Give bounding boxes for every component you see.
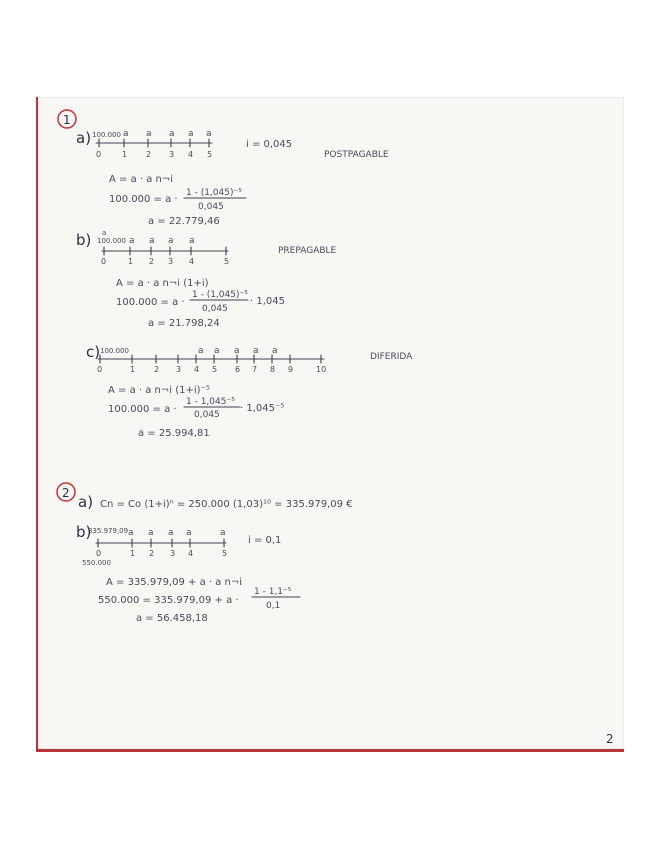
1b-payment-labels	[129, 236, 195, 246]
1b-payment-label: a	[168, 236, 174, 246]
1b-payment-label: a	[149, 236, 155, 246]
1c-payment-label: a	[234, 346, 240, 356]
1c-tick-label: 10	[316, 365, 327, 374]
2b-tick-label: 1	[130, 549, 136, 558]
1b-tick-label: 0	[101, 257, 107, 266]
1b-tick-label: 1	[128, 257, 134, 266]
1a-type-label: POSTPAGABLE	[324, 150, 389, 160]
1a-tick-label: 0	[96, 150, 102, 159]
2b-payment-label: a	[220, 528, 226, 538]
page-number: 2	[606, 732, 614, 746]
1c-payment-labels	[198, 346, 278, 356]
exercise-2-number: 2	[62, 486, 70, 500]
1c-tick-label: 5	[212, 365, 218, 374]
1b-tick-labels	[101, 257, 229, 266]
1a-payment-label: a	[169, 129, 175, 139]
1b-result: a = 21.798,24	[148, 318, 220, 329]
1c-tick-label: 7	[252, 365, 258, 374]
1c-tick-label: 4	[194, 365, 200, 374]
2b-below-zero: 550.000	[82, 559, 111, 567]
part-1c-letter: c)	[86, 343, 101, 361]
2b-fraction-numerator: 1 - 1,1⁻⁵	[254, 587, 292, 597]
1c-fraction-numerator: 1 - 1,045⁻⁵	[186, 397, 235, 407]
1c-payment-label: a	[198, 346, 204, 356]
1b-tick-label: 5	[224, 257, 230, 266]
1c-tick-label: 1	[130, 365, 136, 374]
2b-payment-label: a	[168, 528, 174, 538]
2b-formula: A = 335.979,09 + a · a n¬i	[106, 577, 243, 588]
2b-tick-labels	[96, 549, 227, 558]
exercise-1-number: 1	[63, 113, 71, 127]
1c-payment-label: a	[253, 346, 259, 356]
2b-tick-label: 0	[96, 549, 102, 558]
part-2b-letter: b)	[76, 523, 92, 541]
1b-tick-label: 4	[189, 257, 195, 266]
2b-payment-label: a	[148, 528, 154, 538]
1b-initial-small: a	[102, 229, 107, 237]
1c-formula: A = a · a n¬i (1+i)⁻⁵	[108, 385, 210, 396]
1a-tick-label: 4	[188, 150, 194, 159]
handwritten-notes	[38, 97, 624, 749]
1b-payment-label: a	[189, 236, 195, 246]
1a-tick-label: 1	[122, 150, 128, 159]
1b-payment-label: a	[129, 236, 135, 246]
1a-payment-label: a	[123, 129, 129, 139]
2b-payment-label: a	[128, 528, 134, 538]
1b-fraction-denominator: 0,045	[202, 304, 228, 314]
1c-tick-label: 8	[270, 365, 276, 374]
1b-type-label: PREPAGABLE	[278, 246, 337, 256]
1b-equation-tail: · 1,045	[250, 296, 285, 307]
1a-result: a = 22.779,46	[148, 216, 220, 227]
1a-rate: i = 0,045	[246, 139, 293, 150]
2a-equation: Cn = Co (1+i)ⁿ = 250.000 (1,03)¹⁰ = 335.979,09 €	[100, 499, 353, 510]
1c-fraction-denominator: 0,045	[194, 410, 220, 420]
2b-payment-labels	[128, 528, 226, 538]
1c-equation-lhs: 100.000 = a ·	[108, 404, 177, 415]
2b-fraction-denominator: 0,1	[266, 601, 281, 611]
part-2a-letter: a)	[78, 493, 94, 511]
1c-tick-label: 0	[97, 365, 103, 374]
1a-tick-labels	[96, 150, 212, 159]
2b-tick-label: 4	[188, 549, 194, 558]
1a-payment-label: a	[188, 129, 194, 139]
1c-equation-tail: · 1,045⁻⁵	[240, 403, 285, 414]
1c-tick-label: 3	[176, 365, 182, 374]
2b-tick-label: 2	[149, 549, 155, 558]
notebook-page	[36, 97, 624, 752]
1b-tick-label: 3	[168, 257, 174, 266]
1a-payment-label: a	[206, 129, 212, 139]
1c-payment-label: a	[214, 346, 220, 356]
1a-payment-label: a	[146, 129, 152, 139]
2b-result: a = 56.458,18	[136, 613, 208, 624]
part-1b-letter: b)	[76, 231, 92, 249]
1c-tick-label: 9	[288, 365, 294, 374]
2b-tick-label: 5	[222, 549, 228, 558]
1b-tick-label: 2	[149, 257, 155, 266]
2b-payment-label: a	[186, 528, 192, 538]
2b-initial-amount: 335.979,09	[88, 527, 129, 535]
1a-fraction-numerator: 1 - (1,045)⁻⁵	[186, 188, 242, 198]
1c-payment-label: a	[272, 346, 278, 356]
2b-equation-lhs: 550.000 = 335.979,09 + a ·	[98, 595, 239, 606]
1b-fraction-numerator: 1 - (1,045)⁻⁵	[192, 290, 248, 300]
1c-initial-amount: 100.000	[100, 347, 129, 355]
1c-result: a = 25.994,81	[138, 428, 210, 439]
1c-tick-label: 2	[154, 365, 160, 374]
1c-tick-label: 6	[235, 365, 241, 374]
1a-equation-lhs: 100.000 = a ·	[109, 194, 178, 205]
1c-tick-labels	[97, 365, 326, 374]
2b-tick-label: 3	[170, 549, 176, 558]
1b-equation-lhs: 100.000 = a ·	[116, 297, 185, 308]
1a-payment-labels	[123, 129, 212, 139]
2b-rate: i = 0,1	[248, 535, 282, 546]
1a-formula: A = a · a n¬i	[109, 174, 174, 185]
1a-fraction-denominator: 0,045	[198, 202, 224, 212]
1a-initial-amount: 100.000	[92, 131, 121, 139]
1b-initial-amount: 100.000	[97, 237, 126, 245]
1a-tick-label: 2	[146, 150, 152, 159]
1c-type-label: DIFERIDA	[370, 352, 413, 362]
1a-tick-label: 3	[169, 150, 175, 159]
part-1a-letter: a)	[76, 129, 92, 147]
1a-tick-label: 5	[207, 150, 213, 159]
1b-formula: A = a · a n¬i (1+i)	[116, 278, 209, 289]
